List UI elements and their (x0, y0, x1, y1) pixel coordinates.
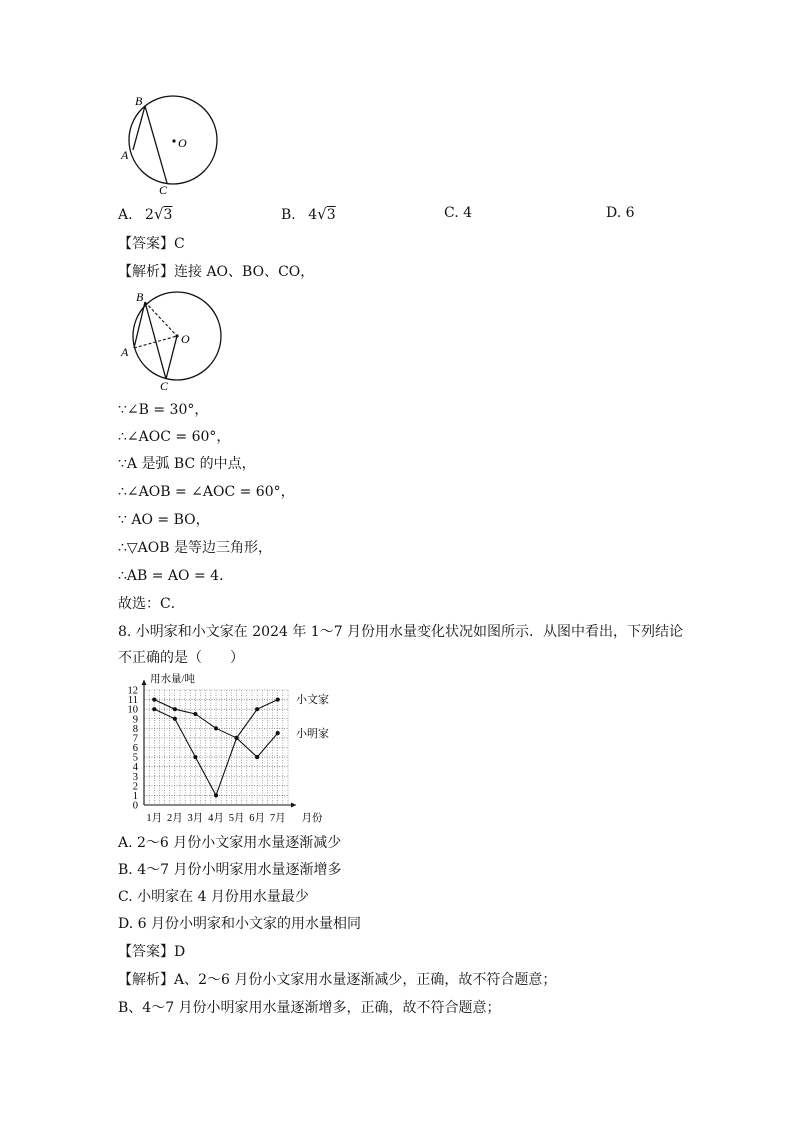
y-axis-arrow (142, 680, 147, 685)
x-tick-label: 1月 (146, 813, 163, 824)
chart-grid (144, 690, 288, 805)
step-7: ∴AB = AO = 4． (118, 568, 234, 584)
q8-option-d: D. 6 月份小明家和小文家的用水量相同 (118, 916, 361, 932)
q8-analysis-2: B、4～7 月份小明家用水量逐渐增多，正确，故不符合题意； (118, 1000, 501, 1016)
q7-conclusion: 故选：C． (118, 596, 185, 612)
step-5: ∵ AO = BO， (118, 512, 210, 528)
x-axis-label: 月份 (301, 813, 323, 824)
data-point (276, 697, 280, 701)
y-tick-label: 6 (132, 743, 138, 754)
chord-ab-2 (134, 302, 145, 348)
q8-option-b: B. 4～7 月份小明家用水量逐渐增多 (118, 862, 342, 878)
data-point (234, 736, 238, 740)
radius-ao (134, 336, 177, 348)
y-tick-label: 8 (132, 723, 138, 735)
series-label: 小明家 (296, 728, 329, 740)
q8-analysis-1: 【解析】A、2～6 月份小文家用水量逐渐减少，正确，故不符合题意； (118, 972, 557, 988)
center-dot (172, 139, 175, 142)
q8-stem-line-1: 8. 小明家和小文家在 2024 年 1～7 月份用水量变化状况如图所示．从图中看出，下列结论 (118, 624, 684, 640)
circle-figure-2 (115, 286, 227, 394)
y-tick-label: 12 (127, 685, 138, 697)
series-label: 小文家 (296, 694, 329, 706)
q7-analysis-line (118, 262, 314, 282)
label-o: O (178, 136, 187, 150)
x-tick-label: 2月 (166, 813, 183, 824)
x-tick-label: 5月 (228, 813, 245, 824)
chart-labels (128, 672, 330, 824)
q8-stem-line-2: 不正确的是（ ） (118, 650, 244, 666)
step-2: ∴∠AOC = 60°， (118, 429, 231, 445)
label-a-2: A (121, 345, 129, 359)
data-point (173, 707, 177, 711)
data-point (173, 717, 177, 721)
data-point (193, 755, 197, 759)
water-usage-chart (112, 670, 342, 830)
y-tick-label: 5 (132, 752, 138, 764)
label-a: A (121, 148, 129, 162)
data-point (152, 697, 156, 701)
data-point (255, 755, 259, 759)
x-tick-label: 3月 (187, 813, 204, 824)
q7-answer: 【答案】C (118, 236, 185, 252)
x-tick-label: 4月 (208, 813, 224, 824)
label-b-2: B (136, 290, 144, 304)
option-a: A. 2√3 (118, 205, 173, 223)
x-tick-label: 7月 (269, 813, 286, 824)
label-c-2: C (160, 379, 169, 393)
y-tick-label: 3 (132, 771, 138, 783)
q8-option-a: A. 2～6 月份小文家用水量逐渐减少 (118, 835, 342, 851)
chord-bc (145, 106, 167, 183)
y-tick-label: 2 (132, 781, 138, 793)
y-tick-label: 7 (132, 733, 138, 745)
data-point (193, 712, 197, 716)
x-tick-label: 6月 (249, 813, 266, 824)
y-tick-label: 0 (132, 800, 138, 812)
q8-answer: 【答案】D (118, 944, 186, 960)
option-d: D. 6 (606, 205, 635, 221)
data-point (214, 793, 218, 797)
y-tick-label: 1 (132, 790, 138, 802)
step-1: ∵∠B = 30°， (118, 402, 209, 418)
option-c: C. 4 (444, 205, 473, 221)
analysis-head: 【解析】 (118, 264, 174, 280)
q8-option-c: C. 小明家在 4 月份用水量最少 (118, 889, 309, 905)
radius-co (166, 336, 177, 379)
analysis-text: 连接 AO、BO、CO， (174, 264, 315, 280)
x-axis-arrow (291, 803, 296, 808)
y-tick-label: 4 (132, 762, 138, 774)
center-dot-2 (175, 334, 178, 337)
y-tick-label: 11 (127, 695, 138, 707)
data-point (255, 707, 259, 711)
y-tick-label: 9 (132, 714, 138, 726)
step-4: ∴∠AOB = ∠AOC = 60°， (118, 484, 295, 500)
data-point (214, 726, 218, 730)
data-point (276, 731, 280, 735)
label-o-2: O (181, 332, 190, 346)
label-c: C (159, 183, 168, 197)
step-6: ∴▽AOB 是等边三角形， (118, 540, 272, 556)
y-tick-label: 10 (127, 704, 138, 716)
step-3: ∵A 是弧 BC 的中点， (118, 456, 256, 472)
label-b: B (135, 94, 143, 108)
y-axis-label: 用水量/吨 (150, 674, 195, 685)
data-point (152, 707, 156, 711)
circle-figure-1 (115, 90, 225, 198)
option-b: B. 4√3 (281, 205, 336, 223)
